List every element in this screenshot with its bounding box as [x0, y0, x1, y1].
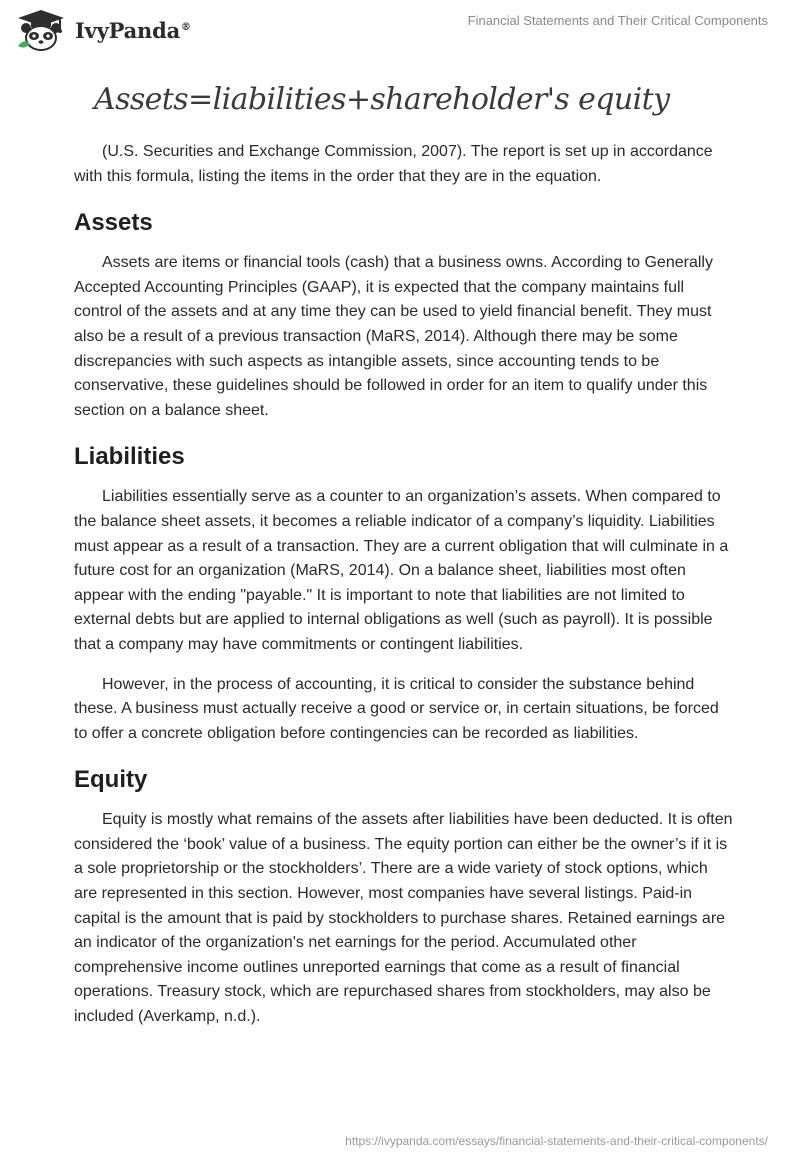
equation-text: Assets=liabilities+shareholder's equity: [94, 82, 670, 117]
page-header: [0, 0, 800, 60]
panda-graduate-icon: [14, 8, 68, 52]
accounting-equation: [94, 74, 734, 128]
section-heading-liabilities: Liabilities: [74, 443, 185, 471]
source-url-link[interactable]: https://ivypanda.com/essays/financial-statements-and-their-critical-components/: [345, 1134, 768, 1148]
essay-content: [74, 74, 734, 1045]
section-heading-assets: Assets: [74, 209, 153, 237]
section-heading-equity: Equity: [74, 766, 148, 794]
intro-paragraph: (U.S. Securities and Exchange Commission, 2007). The report is set up in accordance with this formula, listing the items in the order that they are in the equation.: [74, 143, 713, 185]
assets-paragraph: Assets are items or financial tools (cash) that a business owns. According to Generally Accepted Accounting Principles (GAAP), it is expected that the company maintains full control of the assets and at any time they can be used to yield financial benefit. They must also be a result of a previous transaction (MaRS, 2014). Although there may be some discrepancies with such aspects as intangible assets, since accounting tends to be conservative, these guidelines should be followed in order for an item to qualify under this section on a balance sheet.: [74, 254, 713, 419]
equity-paragraph: Equity is mostly what remains of the assets after liabilities have been deducted. It is often considered the ‘book’ value of a business. The equity portion can either be the owner’s if it is a sole proprietorship or the stockholders’. There are a wide variety of stock options, which are represented in this section. However, most companies have several listings. Paid-in capital is the amount that is paid by stockholders to purchase shares. Retained earnings are an indicator of the organization's net earnings for the period. Accumulated other comprehensive income outlines unreported earnings that come as a result of financial operations. Treasury stock, which are repurchased shares from stockholders, may also be included (Averkamp, n.d.).: [74, 811, 733, 1026]
logo-wordmark: IvyPanda®: [75, 17, 191, 43]
document-title: Financial Statements and Their Critical Components: [467, 13, 768, 28]
ivypanda-logo[interactable]: [14, 8, 191, 52]
liabilities-paragraph-2: However, in the process of accounting, it is critical to consider the substance behind these. A business must actually receive a good or service or, in certain situations, be forced to offer a concrete obligation before contingencies can be recorded as liabilities.: [74, 675, 719, 742]
liabilities-paragraph-1: Liabilities essentially serve as a counter to an organization’s assets. When compared to the balance sheet assets, it becomes a reliable indicator of a company’s liquidity. Liabilities must appear as a result of a transaction. They are a current obligation that will culminate in a future cost for an organization (MaRS, 2014). On a balance sheet, liabilities most often appear with the ending "payable." It is important to note that liabilities are not limited to external debts but are applied to internal obligations as well (such as payroll). It is possible that a company may have commitments or contingent liabilities.: [74, 488, 729, 653]
